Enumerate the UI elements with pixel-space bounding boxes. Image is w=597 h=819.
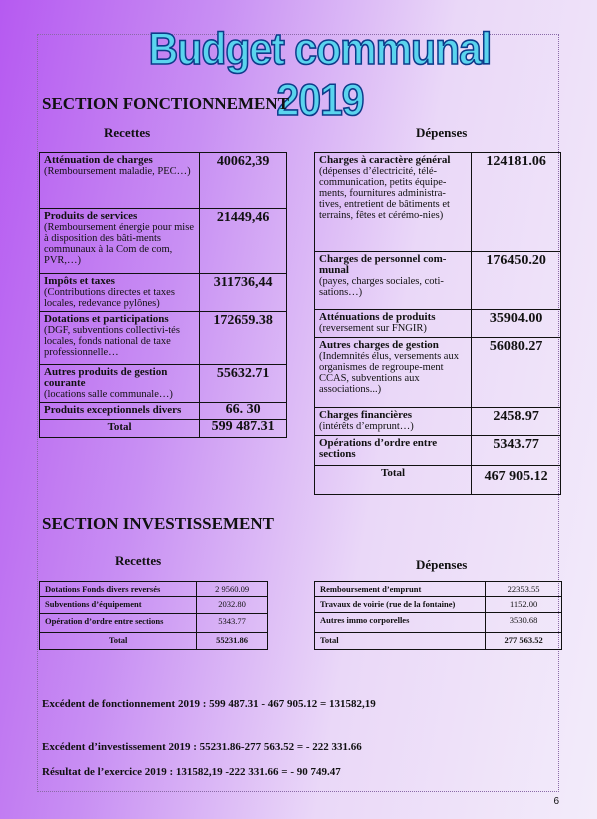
table-cell: Total: [40, 633, 197, 650]
table-row: [40, 312, 287, 365]
table-cell: Atténuation de charges (Remboursement maladie, PEC…): [40, 153, 200, 209]
section-fonctionnement-heading: SECTION FONCTIONNEMENT: [42, 94, 290, 113]
table-cell: Dotations et participations (DGF, subventions collectivi-tés locales, fonds national de taxe professionnelle…: [40, 312, 200, 365]
table-cell: 2032.80: [197, 597, 268, 614]
table-row: [40, 403, 287, 420]
section-investissement-heading: SECTION INVESTISSEMENT: [42, 514, 274, 533]
table-row: [315, 633, 562, 650]
table-cell: Atténuations de produits (reversement sur FNGIR): [315, 310, 472, 338]
table-row: [315, 582, 562, 597]
fonct-depenses-label: Dépenses: [416, 125, 468, 140]
table-cell: 311736,44: [200, 274, 287, 312]
table-row: [315, 408, 561, 436]
table-row: [315, 436, 561, 466]
table-cell: 56080.27: [472, 338, 561, 408]
invest-recettes-label: Recettes: [115, 553, 162, 568]
table-cell: 1152.00: [486, 597, 562, 613]
table-cell: Subventions d’équipement: [40, 597, 197, 614]
page-number: 6: [553, 796, 559, 807]
table-row: [40, 597, 268, 614]
table-cell: Travaux de voirie (rue de la fontaine): [315, 597, 486, 613]
fonct-depenses-table: [314, 152, 561, 495]
fonct-recettes-label: Recettes: [104, 125, 151, 140]
table-row: [315, 153, 561, 252]
table-cell: Charges de personnel com-munal (payes, charges sociales, coti-sations…): [315, 252, 472, 310]
invest-depenses-label: Dépenses: [416, 557, 468, 572]
table-cell: 35904.00: [472, 310, 561, 338]
invest-depenses-table: [314, 581, 562, 650]
table-cell: 124181.06: [472, 153, 561, 252]
table-cell: 21449,46: [200, 209, 287, 274]
table-cell: Total: [40, 420, 200, 438]
excedent-fonctionnement: Excédent de fonctionnement 2019 : 599 487.31 - 467 905.12 = 131582,19: [42, 698, 376, 710]
page-title: Budget communal 2019: [148, 24, 492, 125]
table-cell: Remboursement d’emprunt: [315, 582, 486, 597]
invest-recettes-table: [39, 581, 268, 650]
table-cell: 599 487.31: [200, 420, 287, 438]
table-row: [315, 310, 561, 338]
table-row: [315, 338, 561, 408]
table-row: [40, 614, 268, 633]
table-row: [40, 633, 268, 650]
table-cell: Produits de services (Remboursement énergie pour mise à disposition des bâti-ments communaux à la Com de com, PVR,…): [40, 209, 200, 274]
table-row: [40, 209, 287, 274]
table-cell: 2458.97: [472, 408, 561, 436]
table-row: [40, 274, 287, 312]
table-cell: 467 905.12: [472, 466, 561, 495]
resultat-exercice: Résultat de l’exercice 2019 : 131582,19 -222 331.66 = - 90 749.47: [42, 766, 341, 778]
fonct-recettes-table: [39, 152, 287, 438]
table-cell: 3530.68: [486, 613, 562, 633]
table-cell: 22353.55: [486, 582, 562, 597]
table-cell: 277 563.52: [486, 633, 562, 650]
table-cell: Opération d’ordre entre sections: [40, 614, 197, 633]
table-row: [40, 420, 287, 438]
table-row: [315, 252, 561, 310]
table-cell: Total: [315, 466, 472, 495]
table-cell: Autres charges de gestion (Indemnités élus, versements aux organismes de regroupe-ment CCAS, subventions aux associations...): [315, 338, 472, 408]
table-cell: Autres produits de gestion courante (locations salle communale…): [40, 365, 200, 403]
table-row: [315, 597, 562, 613]
table-row: [40, 153, 287, 209]
table-cell: 176450.20: [472, 252, 561, 310]
table-row: [40, 582, 268, 597]
table-cell: 55231.86: [197, 633, 268, 650]
excedent-investissement: Excédent d’investissement 2019 : 55231.86-277 563.52 = - 222 331.66: [42, 741, 362, 753]
table-cell: Dotations Fonds divers reversés: [40, 582, 197, 597]
table-cell: Total: [315, 633, 486, 650]
table-row: [40, 365, 287, 403]
table-row: [315, 613, 562, 633]
table-cell: 66. 30: [200, 403, 287, 420]
table-cell: Charges à caractère général (dépenses d’électricité, télé-communication, petits équipe-ments, fournitures administra-tives, entretient de bâtiments et terrains, fêtes et cérémo-nies): [315, 153, 472, 252]
table-cell: 5343.77: [197, 614, 268, 633]
table-cell: Autres immo corporelles: [315, 613, 486, 633]
table-cell: Charges financières (intérêts d’emprunt…): [315, 408, 472, 436]
table-cell: Opérations d’ordre entre sections: [315, 436, 472, 466]
table-cell: 172659.38: [200, 312, 287, 365]
table-cell: 5343.77: [472, 436, 561, 466]
table-cell: 55632.71: [200, 365, 287, 403]
table-cell: Produits exceptionnels divers: [40, 403, 200, 420]
table-cell: 2 9560.09: [197, 582, 268, 597]
table-row: [315, 466, 561, 495]
table-cell: 40062,39: [200, 153, 287, 209]
table-cell: Impôts et taxes (Contributions directes et taxes locales, redevance pylônes): [40, 274, 200, 312]
